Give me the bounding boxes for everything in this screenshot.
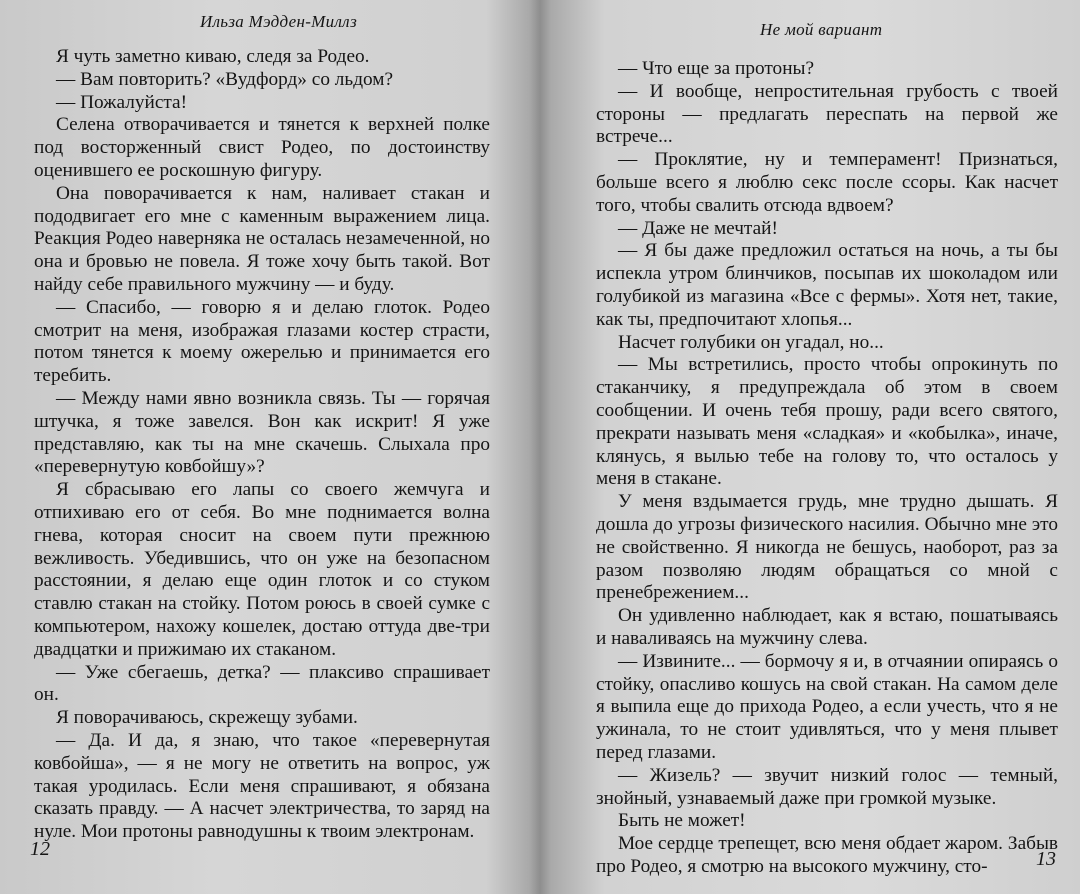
paragraph: — Спасибо, — говорю я и делаю глоток. Родео смотрит на меня, изображая глазами костер страсти, потом тянется к моему ожерелью и принимается его теребить. xyxy=(34,296,490,387)
paragraph: Насчет голубики он угадал, но... xyxy=(618,331,884,353)
paragraph: Быть не может! xyxy=(618,810,746,832)
paragraph: — Между нами явно возникла связь. Ты — горячая штучка, я тоже завелся. Вон как искрит! Я уже представляю, как ты на мне скачешь. Слыхала про «перевернутую ковбойшу»? xyxy=(34,387,490,478)
paragraph: — Уже сбегаешь, детка? — плаксиво спрашивает он. xyxy=(34,661,490,706)
paragraph: Мое сердце трепещет, всю меня обдает жаром. Забыв про Родео, я смотрю на высокого мужчину, сто- xyxy=(596,833,1058,877)
paragraph: — Извините... — бормочу я и, в отчаянии опираясь о стойку, опасливо кошусь на свой стакан. На самом деле я выпила еще до прихода Родео, а если учесть, что я не ужинала, то не стоит удивляться, что у меня плывет перед глазами. xyxy=(596,650,1058,763)
paragraph: — Даже не мечтай! xyxy=(618,217,778,239)
paragraph: Я поворачиваюсь, скрежещу зубами. xyxy=(56,707,358,729)
paragraph: — Вам повторить? «Вудфорд» со льдом? xyxy=(56,68,394,90)
paragraph: — Я бы даже предложил остаться на ночь, а ты бы испекла утром блинчиков, посыпав их шоколадом или голубикой из магазина «Все с фермы». Хотя нет, такие, как ты, предпочитают хлопья... xyxy=(596,240,1058,330)
right-page xyxy=(556,0,1080,894)
paragraph: — Да. И да, я знаю, что такое «перевернутая ковбойша», — я не могу не ответить на вопрос, уж такая уродилась. Если меня спрашивают, я обязана сказать правду. — А насчет электричества, то заряд на нуле. Мои протоны равнодушны к твоим электронам. xyxy=(34,729,490,843)
paragraph: Я сбрасываю его лапы со своего жемчуга и отпихиваю его от себя. Во мне поднимается волна гнева, которая сносит на своем пути прежнюю вежливость. Убедившись, что он уже на безопасном расстоянии, я делаю еще один глоток и со стуком ставлю стакан на стойку. Потом роюсь в своей сумке с компьютером, нахожу кошелек, достаю оттуда две-три двадцатки и прижимаю их стаканом. xyxy=(34,479,490,660)
paragraph: — И вообще, непростительная грубость с твоей стороны — предлагать переспать на первой же встрече... xyxy=(596,80,1058,148)
page-number-right: 13 xyxy=(1036,848,1056,870)
running-head-author: Ильза Мэдден-Миллз xyxy=(200,12,358,31)
left-page xyxy=(0,0,520,894)
paragraph: — Проклятие, ну и темперамент! Признаться, больше всего я люблю секс после ссоры. Как насчет того, чтобы свалить отсюда вдвоем? xyxy=(596,149,1058,216)
right-page-body xyxy=(596,58,1058,879)
paragraph: У меня вздымается грудь, мне трудно дышать. Я дошла до угрозы физического насилия. Обычно мне это не свойственно. Я никогда не бешусь, наоборот, раз за разом позволяю людям обращаться со мной с пренебрежением... xyxy=(596,491,1058,604)
left-page-body xyxy=(34,46,490,844)
paragraph: — Мы встретились, просто чтобы опрокинуть по стаканчику, я предупреждала об этом в своем сообщении. И очень тебя прошу, ради всего святого, прекрати называть меня «сладкая» и «кобылка», иначе, клянусь, я вылью тебе на голову то, что осталось у меня в стакане. xyxy=(596,354,1058,490)
running-head-title: Не мой вариант xyxy=(760,20,883,39)
paragraph: — Пожалуйста! xyxy=(56,91,188,113)
paragraph: Я чуть заметно киваю, следя за Родео. xyxy=(56,46,370,67)
paragraph: — Жизель? — звучит низкий голос — темный, знойный, узнаваемый даже при громкой музыке. xyxy=(596,764,1058,809)
page-number-left: 12 xyxy=(30,838,50,860)
paragraph: Он удивленно наблюдает, как я встаю, пошатываясь и наваливаясь на мужчину слева. xyxy=(596,605,1058,649)
paragraph: Она поворачивается к нам, наливает стакан и пододвигает его мне с каменным выражением лица. Реакция Родео наверняка не осталась незамеченной, но она и бровью не повела. Я тоже хочу быть такой. Вот найду себе правильного мужчину — и буду. xyxy=(34,182,490,295)
paragraph: Селена отворачивается и тянется к верхней полке под восторженный свист Родео, по достоинству оценившего ее роскошную фигуру. xyxy=(34,114,490,181)
paragraph: — Что еще за протоны? xyxy=(618,58,815,79)
